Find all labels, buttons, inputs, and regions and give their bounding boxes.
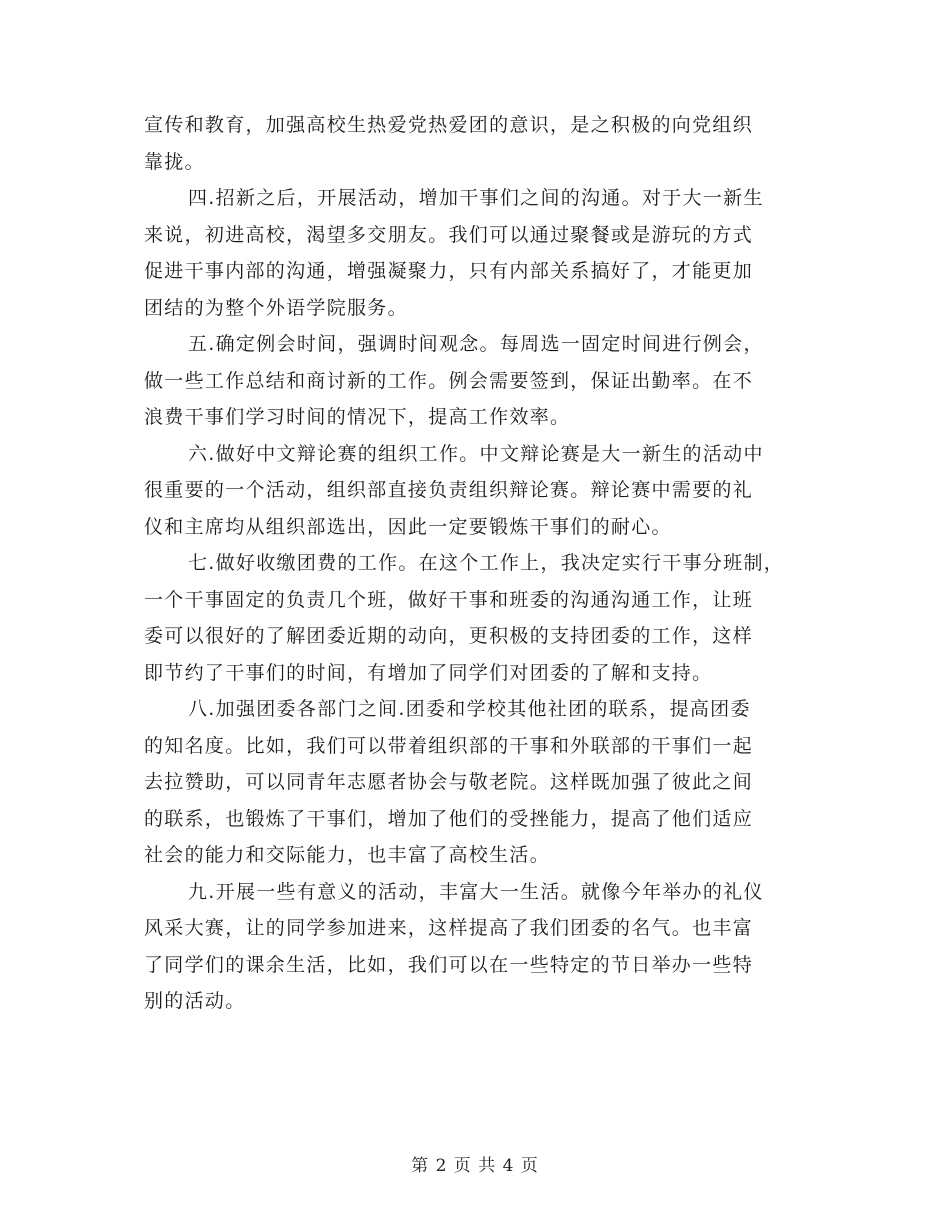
text-line: 宣传和教育，加强高校生热爱党热爱团的意识，是之积极的向党组织: [144, 114, 754, 136]
page-number-footer: 第 2 页 共 4 页: [411, 1156, 539, 1176]
text-line: 社会的能力和交际能力，也丰富了高校生活。: [144, 844, 551, 866]
text-line: 了同学们的课余生活，比如，我们可以在一些特定的节日举办一些特: [144, 953, 754, 976]
document-body: [144, 107, 816, 1020]
text-line: 的知名度。比如，我们可以带着组织部的干事和外联部的干事们一起: [144, 734, 754, 757]
text-line: 委可以很好的了解团委近期的动向，更积极的支持团委的工作，这样: [144, 625, 754, 647]
text-line: 靠拢。: [144, 150, 205, 173]
paragraph-first-line: 六.做好中文辩论赛的组织工作。中文辩论赛是大一新生的活动中: [188, 442, 764, 465]
text-line: 来说，初进高校，渴望多交朋友。我们可以通过聚餐或是游玩的方式: [144, 223, 754, 246]
paragraph-first-line: 七.做好收缴团费的工作。在这个工作上，我决定实行干事分班制，: [188, 552, 785, 574]
text-line: 浪费干事们学习时间的情况下，提高工作效率。: [144, 406, 571, 428]
text-line: 的联系，也锻炼了干事们，增加了他们的受挫能力，提高了他们适应: [144, 807, 754, 830]
text-line: 团结的为整个外语学院服务。: [144, 296, 408, 319]
paragraph-first-line: 八.加强团委各部门之间.团委和学校其他社团的联系，提高团委: [188, 698, 751, 720]
text-line: 很重要的一个活动，组织部直接负责组织辩论赛。辩论赛中需要的礼: [144, 479, 754, 501]
text-line: 去拉赞助，可以同青年志愿者协会与敬老院。这样既加强了彼此之间: [144, 771, 754, 793]
text-line: 促进干事内部的沟通，增强凝聚力，只有内部关系搞好了，才能更加: [144, 260, 754, 282]
text-line: 做一些工作总结和商讨新的工作。例会需要签到，保证出勤率。在不: [144, 369, 754, 392]
text-line: 别的活动。: [144, 990, 246, 1012]
paragraph-first-line: 四.招新之后，开展活动，增加干事们之间的沟通。对于大一新生: [188, 187, 764, 209]
paragraph-first-line: 九.开展一些有意义的活动，丰富大一生活。就像今年举办的礼仪: [188, 880, 764, 903]
text-line: 风采大赛，让的同学参加进来，这样提高了我们团委的名气。也丰富: [144, 917, 754, 939]
text-line: 一个干事固定的负责几个班，做好干事和班委的沟通沟通工作，让班: [144, 588, 754, 611]
text-line: 即节约了干事们的时间，有增加了同学们对团委的了解和支持。: [144, 661, 713, 684]
paragraph-first-line: 五.确定例会时间，强调时间观念。每周选一固定时间进行例会，: [188, 333, 764, 355]
text-line: 仪和主席均从组织部选出，因此一定要锻炼干事们的耐心。: [144, 515, 672, 538]
